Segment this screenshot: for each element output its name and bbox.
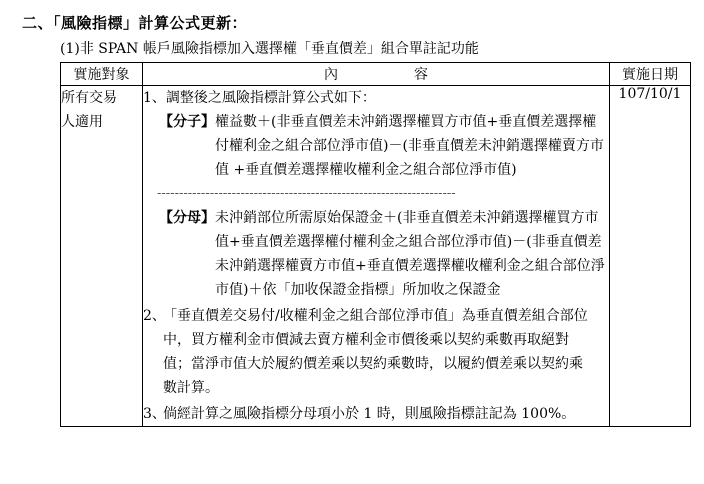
denominator-block: [159, 206, 609, 302]
item-1-title: 1、調整後之風險指標計算公式如下：: [143, 90, 376, 106]
section-subheading: (1)非 SPAN 帳戶風險指標加入選擇權「垂直價差」組合單註記功能: [60, 41, 479, 57]
header-date: 實施日期: [610, 63, 691, 86]
section-heading: 二、「風險指標」計算公式更新：: [22, 14, 248, 32]
cell-object: [61, 86, 143, 427]
item-2-text: 「垂直價差交易付/收權利金之組合部位淨市值」為垂直價差組合部位中，買方權利金市價減去賣方權利金市價後乘以契約乘數再取絕對值；當淨市值大於履約價差乘以契約乘數時，以履約價差乘以契約乘數計算。: [163, 308, 588, 396]
header-content-right: 容: [414, 67, 428, 83]
denominator-text: 未沖銷部位所需原始保證金＋(非垂直價差未沖銷選擇權買方市值+垂直價差選擇權付權利金之組合部位淨市值)－(非垂直價差未沖銷選擇權賣方市值+垂直價差選擇權收權利金之組合部位淨市值)＋依「加收保證金指標」所加收之保證金: [215, 210, 605, 298]
denominator-tag: 【分母】: [159, 210, 215, 226]
table-header-row: [61, 63, 691, 86]
numerator-block: [159, 110, 609, 182]
item-3-text: 倘經計算之風險指標分母項小於 1 時，則風險指標註記為 100%。: [163, 406, 576, 422]
implementation-table: [60, 62, 691, 427]
item-3-number: 3、: [143, 406, 166, 422]
cell-content: [143, 86, 610, 427]
header-object: 實施對象: [61, 63, 143, 86]
numerator-tag: 【分子】: [159, 114, 215, 130]
item-2-number: 2、: [143, 308, 166, 324]
table-row: [61, 86, 691, 427]
numerator-text: 權益數＋(非垂直價差未沖銷選擇權買方市值+垂直價差選擇權付權利金之組合部位淨市值)－(非垂直價差未沖銷選擇權賣方市值 +垂直價差選擇權收權利金之組合部位淨市值): [215, 114, 604, 178]
object-line-1: 所有交易: [61, 90, 117, 106]
item-3: [143, 402, 609, 426]
header-content-left: 內: [324, 67, 338, 83]
cell-date: 107/10/1: [610, 86, 691, 427]
header-content: [143, 63, 610, 86]
item-2: [143, 304, 609, 400]
object-line-2: 人適用: [61, 114, 103, 130]
fraction-divider: --------------------------------------------------------------------: [157, 186, 456, 201]
